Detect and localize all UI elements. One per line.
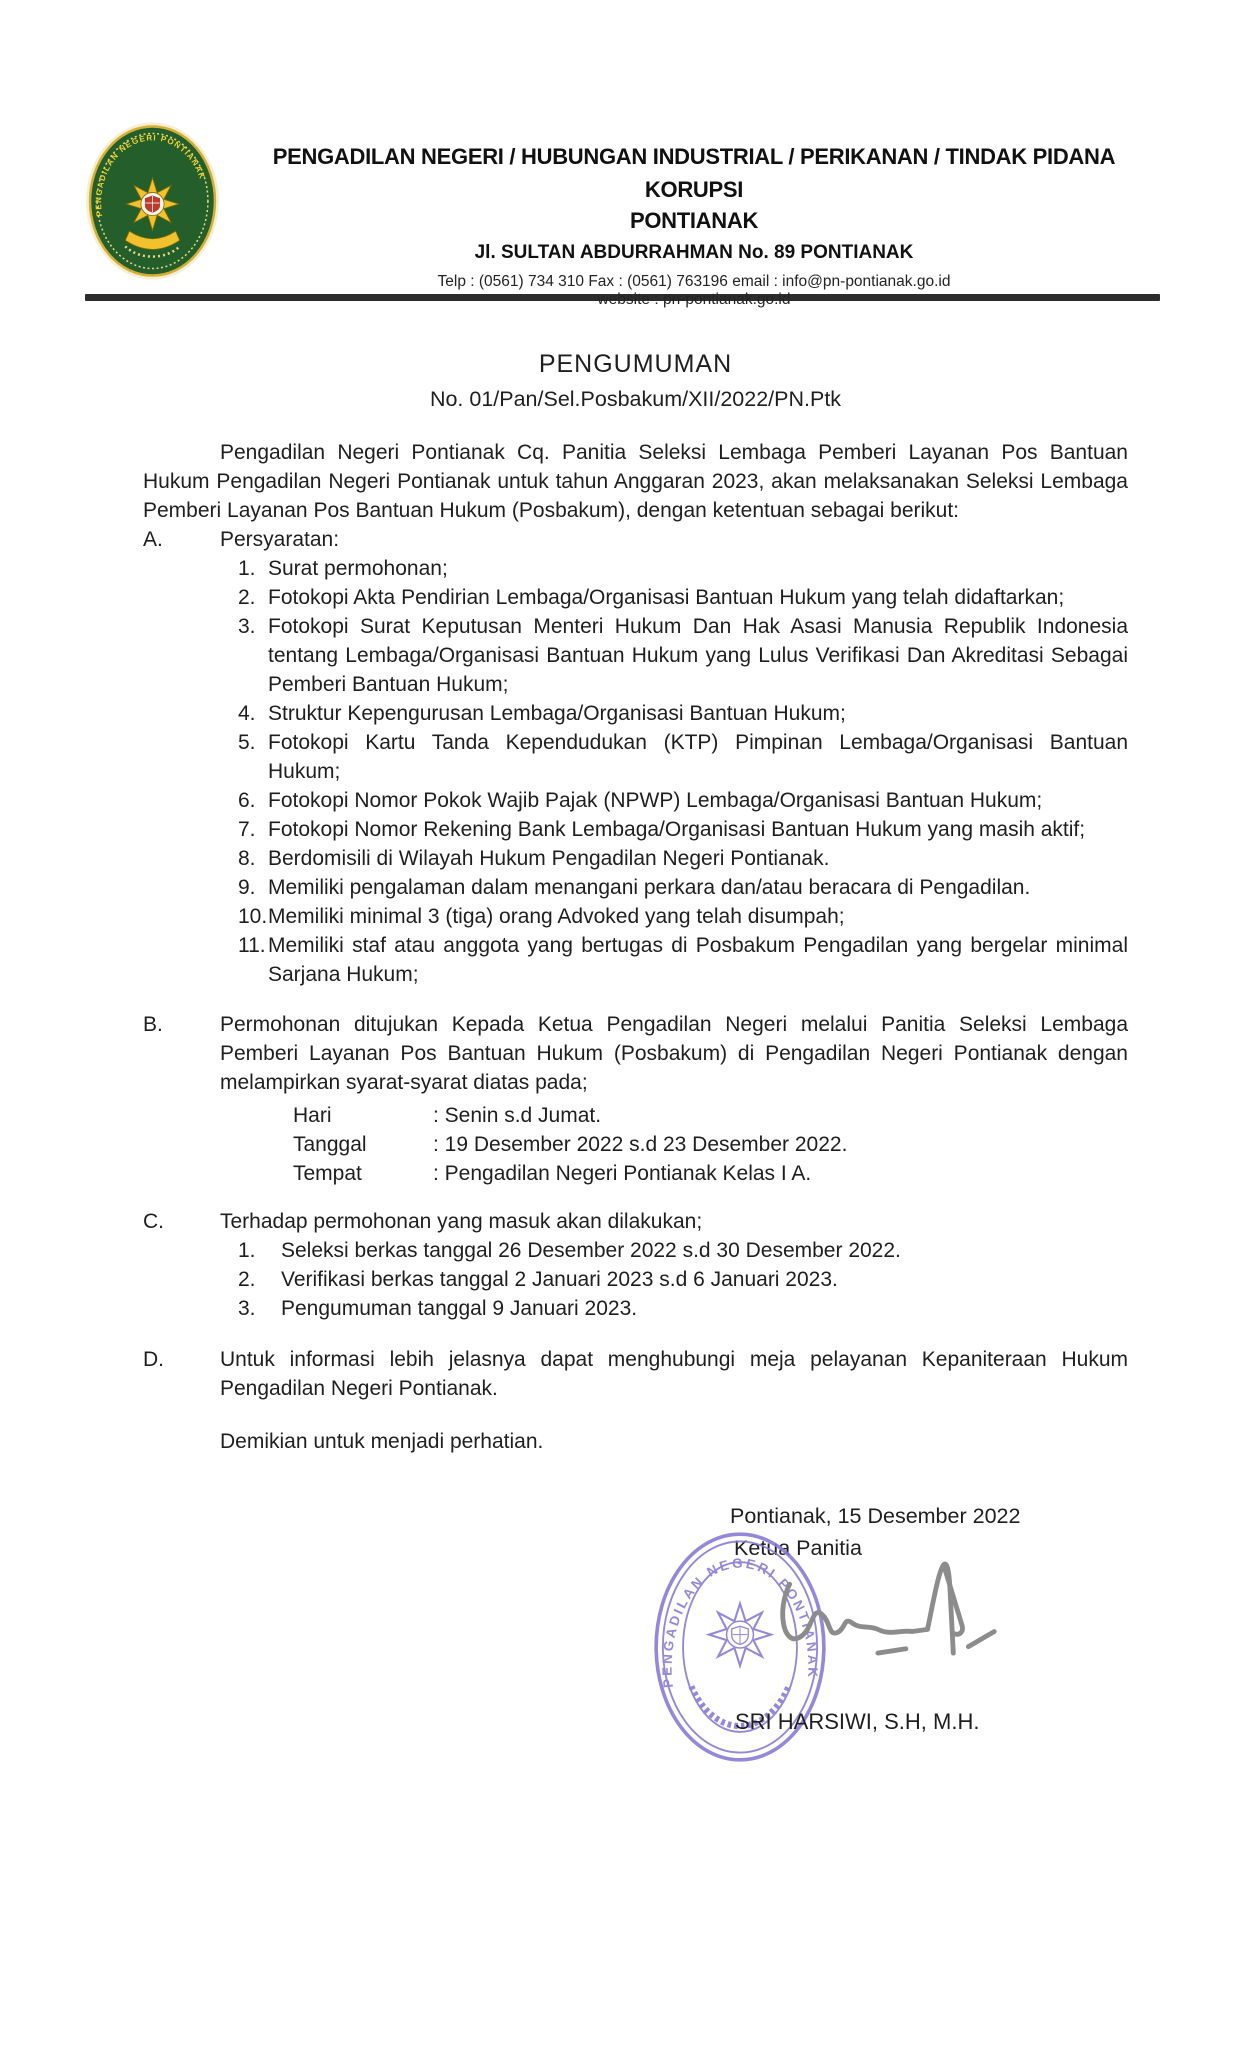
section-letter: B. <box>143 1013 163 1036</box>
item-text: Surat permohonan; <box>268 557 448 580</box>
item-text: Struktur Kepengurusan Lembaga/Organisasi Bantuan Hukum; <box>268 702 846 725</box>
list-item <box>238 786 1128 815</box>
list-item <box>238 583 1128 612</box>
item-text: Fotokopi Surat Keputusan Menteri Hukum Dan Hak Asasi Manusia Republik Indonesia tentang Lembaga/Organisasi Bantuan Hukum yang Lulus Verifikasi Dan Akreditasi Sebagai Pemberi Bantuan Hukum; <box>268 615 1128 696</box>
stamp-ring-text: PENGADILAN NEGERI PONTIANAK <box>659 1555 821 1689</box>
document-number: No. 01/Pan/Sel.Posbakum/XII/2022/PN.Ptk <box>429 387 842 411</box>
place-date: Pontianak, 15 Desember 2022 <box>730 1504 1021 1528</box>
court-seal-logo <box>85 121 220 281</box>
item-number: 2. <box>238 586 256 609</box>
item-text: Fotokopi Nomor Pokok Wajib Pajak (NPWP) Lembaga/Organisasi Bantuan Hukum; <box>268 789 1043 812</box>
list-item <box>238 873 1128 902</box>
item-text: Fotokopi Akta Pendirian Lembaga/Organisasi Bantuan Hukum yang telah didaftarkan; <box>268 586 1065 609</box>
section-b-details <box>293 1101 1128 1188</box>
item-text: Fotokopi Nomor Rekening Bank Lembaga/Organisasi Bantuan Hukum yang masih aktif; <box>268 818 1086 841</box>
detail-label: Tempat <box>293 1162 362 1185</box>
list-item <box>238 815 1128 844</box>
section-c <box>143 1207 1128 1236</box>
signer-role: Ketua Panitia <box>734 1536 862 1560</box>
section-letter: D. <box>143 1348 164 1371</box>
closing-text: Demikian untuk menjadi perhatian. <box>220 1430 544 1453</box>
letterhead <box>0 0 1243 308</box>
item-number: 3. <box>238 615 256 638</box>
section-c-list <box>238 1236 1128 1323</box>
item-number: 9. <box>238 876 256 899</box>
page-title: PENGUMUMAN <box>538 350 733 378</box>
court-city-line: PONTIANAK <box>629 208 759 233</box>
item-text: Memiliki pengalaman dalam menangani perkara dan/atau beracara di Pengadilan. <box>268 876 1031 899</box>
item-number: 3. <box>238 1297 256 1320</box>
item-text: Fotokopi Kartu Tanda Kependudukan (KTP) Pimpinan Lembaga/Organisasi Bantuan Hukum; <box>268 731 1128 783</box>
list-item <box>238 844 1128 873</box>
section-text: Terhadap permohonan yang masuk akan dilakukan; <box>220 1210 703 1233</box>
intro-paragraph: Pengadilan Negeri Pontianak Cq. Panitia Seleksi Lembaga Pemberi Layanan Pos Bantuan Hukum Pengadilan Negeri Pontianak untuk tahun Anggaran 2023, akan melaksanakan Seleksi Lembaga Pemberi Layanan Pos Bantuan Hukum (Posbakum), dengan ketentuan sebagai berikut: <box>143 441 1128 522</box>
item-number: 11. <box>238 934 266 957</box>
section-text: Untuk informasi lebih jelasnya dapat menghubungi meja pelayanan Kepaniteraan Hukum Pengadilan Negeri Pontianak. <box>220 1348 1128 1400</box>
section-heading: Persyaratan: <box>220 528 340 551</box>
item-number: 1. <box>238 557 256 580</box>
section-d <box>143 1345 1128 1403</box>
list-item <box>238 1265 1128 1294</box>
signature-block <box>143 1456 1128 1786</box>
section-a-list <box>238 554 1128 989</box>
court-contact: Telp : (0561) 734 310 Fax : (0561) 763196 email : info@pn-pontianak.go.id <box>437 273 951 290</box>
item-number: 8. <box>238 847 256 870</box>
signer-name: SRI HARSIWI, S.H, M.H. <box>735 1709 980 1734</box>
closing-line <box>143 1427 1128 1456</box>
item-text: Pengumuman tanggal 9 Januari 2023. <box>281 1297 638 1320</box>
detail-value: : Pengadilan Negeri Pontianak Kelas I A. <box>433 1162 812 1185</box>
detail-value: : 19 Desember 2022 s.d 23 Desember 2022. <box>433 1133 848 1156</box>
list-item <box>238 699 1128 728</box>
court-address: Jl. SULTAN ABDURRAHMAN No. 89 PONTIANAK <box>474 242 914 263</box>
item-text: Verifikasi berkas tanggal 2 Januari 2023 s.d 6 Januari 2023. <box>281 1268 838 1291</box>
detail-value: : Senin s.d Jumat. <box>433 1104 602 1127</box>
detail-row <box>293 1130 1128 1159</box>
section-letter: A. <box>143 528 163 551</box>
list-item <box>238 931 1128 989</box>
list-item <box>238 1294 1128 1323</box>
item-number: 7. <box>238 818 256 841</box>
detail-label: Hari <box>293 1104 332 1127</box>
section-letter: C. <box>143 1210 164 1233</box>
item-number: 5. <box>238 731 256 754</box>
item-number: 2. <box>238 1268 256 1291</box>
item-text: Seleksi berkas tanggal 26 Desember 2022 s.d 30 Desember 2022. <box>281 1239 901 1262</box>
section-b <box>143 1010 1128 1097</box>
list-item <box>238 554 1128 583</box>
list-item <box>238 1236 1128 1265</box>
section-a <box>143 525 1128 554</box>
logo-ring-text: PENGADILAN NEGERI PONTIANAK <box>94 133 208 218</box>
detail-label: Tanggal <box>293 1133 367 1156</box>
document-body <box>143 349 1128 1786</box>
court-name-line: PENGADILAN NEGERI / HUBUNGAN INDUSTRIAL / PERIKANAN / TINDAK PIDANA KORUPSI <box>272 144 1116 202</box>
letterhead-text <box>228 140 1160 309</box>
detail-row <box>293 1159 1128 1188</box>
item-number: 6. <box>238 789 256 812</box>
signature-ink <box>728 1554 1058 1694</box>
list-item <box>238 612 1128 699</box>
detail-row <box>293 1101 1128 1130</box>
list-item <box>238 728 1128 786</box>
section-text: Permohonan ditujukan Kepada Ketua Pengadilan Negeri melalui Panitia Seleksi Lembaga Pemberi Layanan Pos Bantuan Hukum (Posbakum) di Pengadilan Negeri Pontianak dengan melampirkan syarat-syarat diatas pada; <box>220 1013 1128 1094</box>
item-number: 1. <box>238 1239 256 1262</box>
item-text: Memiliki minimal 3 (tiga) orang Advoked yang telah disumpah; <box>268 905 845 928</box>
item-text: Memiliki staf atau anggota yang bertugas di Posbakum Pengadilan yang bergelar minimal Sarjana Hukum; <box>268 934 1128 986</box>
court-website: website : pn-pontianak.go.id <box>597 291 791 308</box>
item-number: 10. <box>238 905 268 928</box>
item-number: 4. <box>238 702 256 725</box>
item-text: Berdomisili di Wilayah Hukum Pengadilan Negeri Pontianak. <box>268 847 830 870</box>
list-item <box>238 902 1128 931</box>
